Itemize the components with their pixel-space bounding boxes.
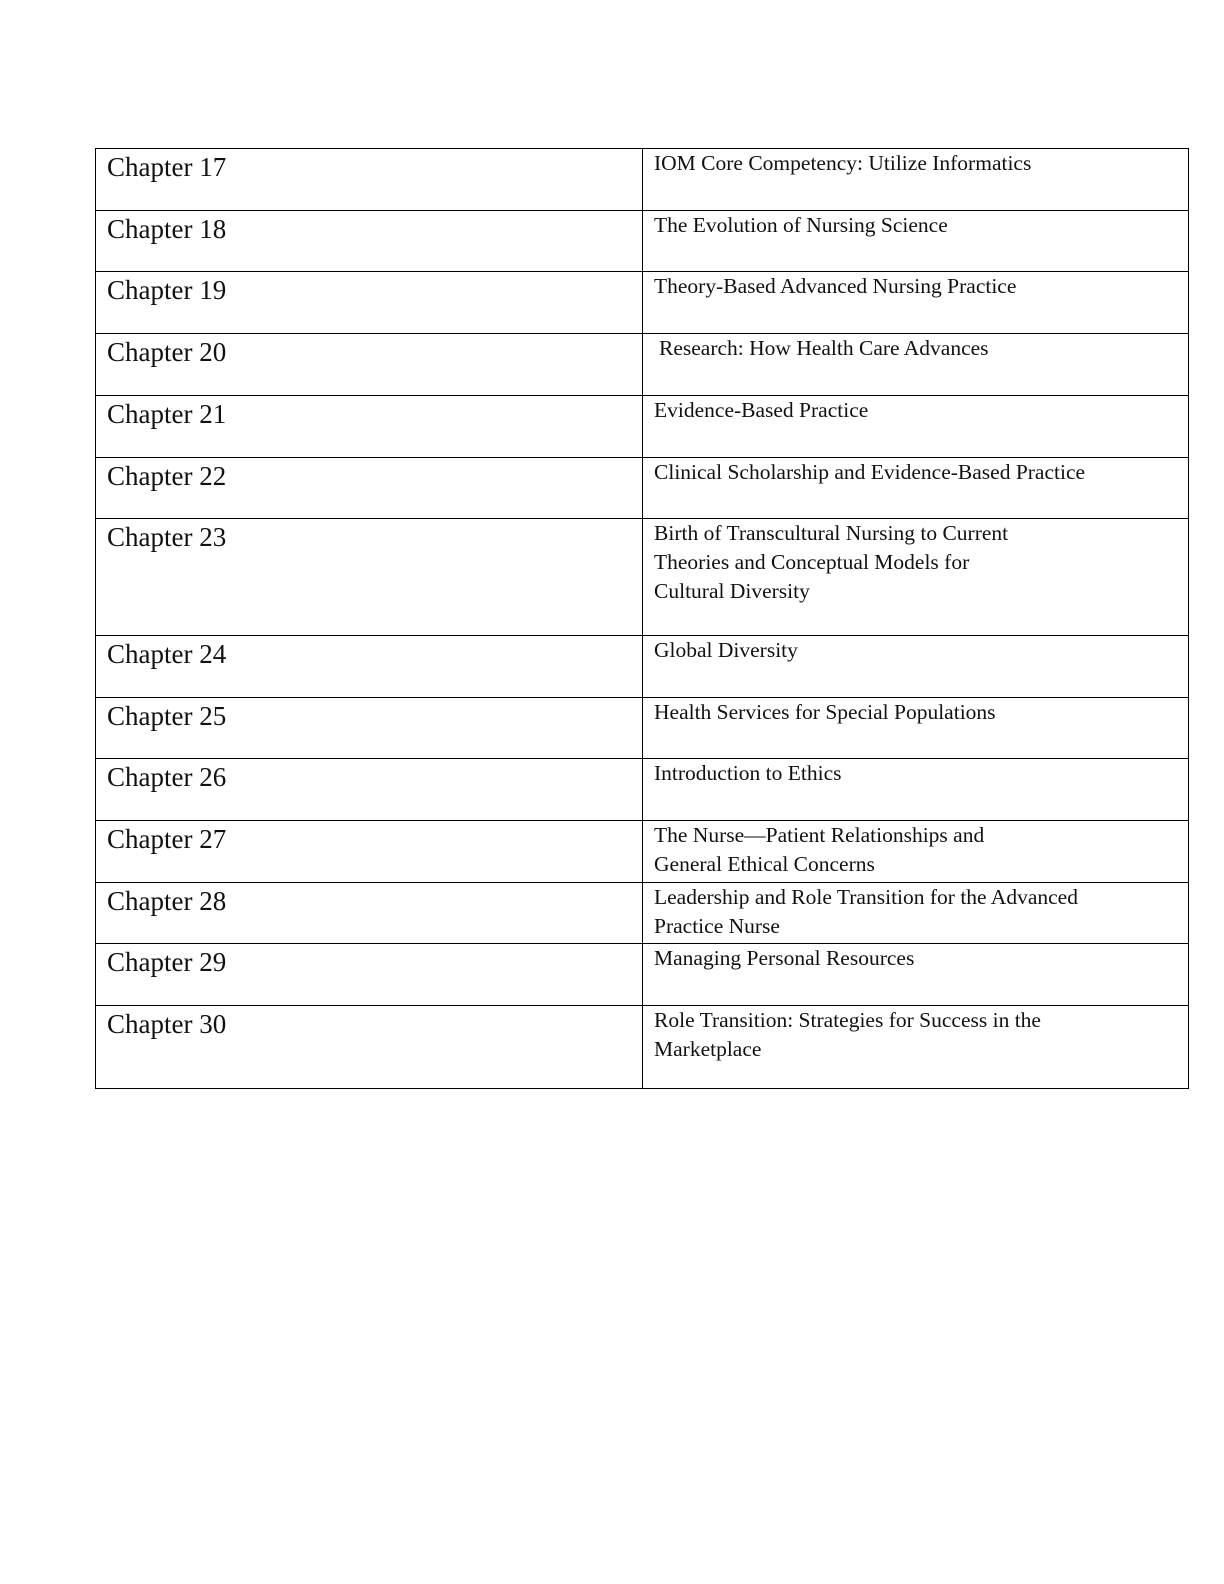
chapter-title: Evidence-Based Practice [654,398,869,422]
title-cell [643,1006,1189,1089]
chapter-label: Chapter 21 [107,399,227,429]
chapter-cell [96,149,643,211]
chapter-cell [96,698,643,759]
title-cell [643,759,1189,821]
chapter-cell [96,396,643,458]
chapter-label: Chapter 20 [107,337,227,367]
chapter-cell [96,1006,643,1089]
title-cell [643,334,1189,396]
chapter-cell [96,211,643,272]
title-cell [643,458,1189,519]
table-row [96,149,1189,211]
table-row [96,759,1189,821]
chapter-label: Chapter 23 [107,522,227,552]
chapter-title: Managing Personal Resources [654,946,915,970]
chapter-title: Global Diversity [654,638,798,662]
title-cell [643,211,1189,272]
chapter-cell [96,458,643,519]
title-cell [643,396,1189,458]
chapter-label: Chapter 27 [107,824,227,854]
table-row [96,334,1189,396]
title-cell [643,636,1189,698]
chapter-label: Chapter 28 [107,886,227,916]
chapter-title: Introduction to Ethics [654,761,842,785]
chapter-title: Leadership and Role Transition for the Advanced Practice Nurse [654,885,1078,938]
chapter-title: The Nurse—Patient Relationships and General Ethical Concerns [654,823,985,876]
title-cell [643,272,1189,334]
chapter-title: Research: How Health Care Advances [659,336,989,360]
table-row [96,698,1189,759]
chapter-label: Chapter 18 [107,214,227,244]
chapter-title: Theory-Based Advanced Nursing Practice [654,274,1017,298]
title-cell [643,519,1189,636]
table-row [96,458,1189,519]
table-row [96,396,1189,458]
chapter-label: Chapter 29 [107,947,227,977]
title-cell [643,883,1189,944]
table-row [96,272,1189,334]
chapter-label: Chapter 25 [107,701,227,731]
chapter-cell [96,334,643,396]
title-cell [643,149,1189,211]
title-cell [643,944,1189,1006]
title-cell [643,698,1189,759]
chapter-label: Chapter 30 [107,1009,227,1039]
chapter-cell [96,883,643,944]
chapter-title: Birth of Transcultural Nursing to Current Theories and Conceptual Models for Cultural Diversity [654,521,1009,603]
chapter-label: Chapter 24 [107,639,227,669]
chapter-label: Chapter 17 [107,152,227,182]
chapter-label: Chapter 22 [107,461,227,491]
chapter-cell [96,636,643,698]
chapter-title: The Evolution of Nursing Science [654,213,948,237]
chapter-title: IOM Core Competency: Utilize Informatics [654,151,1032,175]
chapter-table [95,148,1189,1089]
table-row [96,883,1189,944]
chapter-title: Health Services for Special Populations [654,700,996,724]
chapter-label: Chapter 19 [107,275,227,305]
chapter-cell [96,944,643,1006]
table-row [96,519,1189,636]
table-row [96,821,1189,883]
title-cell [643,821,1189,883]
chapter-cell [96,821,643,883]
table-row [96,944,1189,1006]
table-row [96,636,1189,698]
chapter-title: Role Transition: Strategies for Success in the Marketplace [654,1008,1041,1061]
chapter-cell [96,759,643,821]
chapter-title: Clinical Scholarship and Evidence-Based Practice [654,460,1086,484]
table-row [96,1006,1189,1089]
table-row [96,211,1189,272]
chapter-label: Chapter 26 [107,762,227,792]
chapter-cell [96,519,643,636]
chapter-cell [96,272,643,334]
